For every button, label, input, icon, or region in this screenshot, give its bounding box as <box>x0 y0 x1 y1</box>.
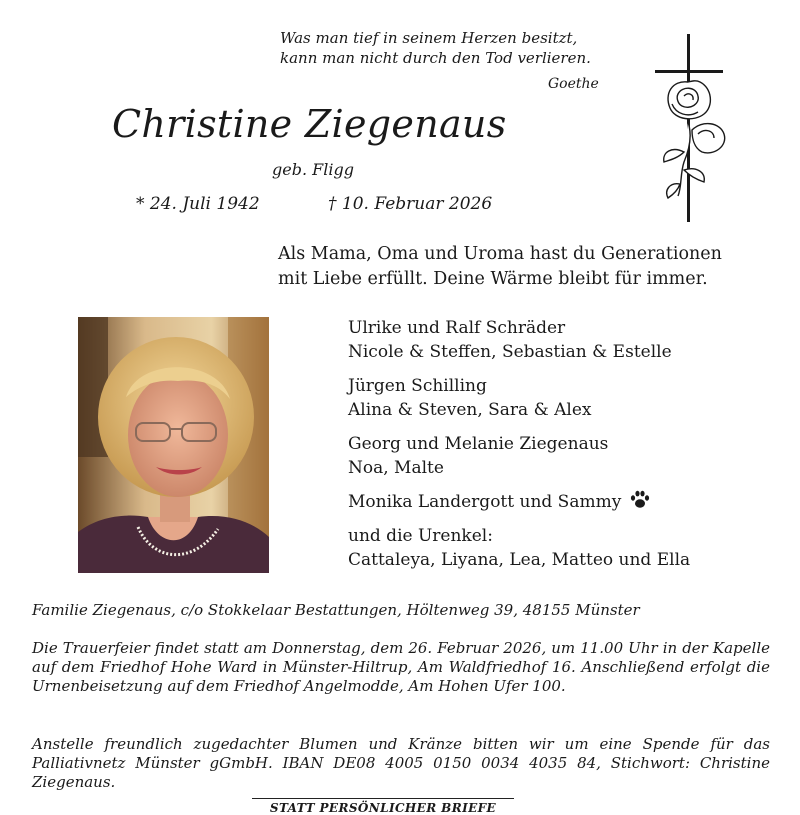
mourner-group <box>348 524 690 572</box>
mourner-group <box>348 374 690 422</box>
mourner-line: Jürgen Schilling <box>348 376 487 396</box>
mourner-group <box>348 316 690 364</box>
mourner-line: Ulrike und Ralf Schräder <box>348 318 566 338</box>
footer-label: STATT PERSÖNLICHER BRIEFE <box>252 798 514 814</box>
birth-date: * 24. Juli 1942 <box>136 194 260 214</box>
mourner-line: und die Urenkel: <box>348 526 493 546</box>
quote-line: Was man tief in seinem Herzen besitzt, <box>280 29 578 47</box>
donation-info: Anstelle freundlich zugedachter Blumen und Kränze bitten wir um eine Spende für das Palliativnetz Münster gGmbH. IBAN DE08 4005 0150 0034 4035 84, Stichwort: Christine Ziegenaus. <box>32 735 770 791</box>
quote-line: kann man nicht durch den Tod verlieren. <box>280 49 591 67</box>
quote <box>280 28 591 68</box>
mourner-line: Cattaleya, Liyana, Lea, Matteo und Ella <box>348 550 691 570</box>
quote-author: Goethe <box>548 76 599 92</box>
mourner-line: Alina & Steven, Sara & Alex <box>348 400 592 420</box>
tribute-text <box>278 242 722 292</box>
death-date: † 10. Februar 2026 <box>328 194 493 214</box>
maiden-name: geb. Fligg <box>272 160 354 179</box>
mourner-line: Noa, Malte <box>348 458 444 478</box>
cross-with-rose-icon <box>648 34 738 222</box>
mourner-line: Monika Landergott und Sammy <box>348 492 622 512</box>
mourners-list <box>348 316 690 582</box>
tribute-line: Als Mama, Oma und Uroma hast du Generationen <box>278 244 722 264</box>
tribute-line: mit Liebe erfüllt. Deine Wärme bleibt für immer. <box>278 269 708 289</box>
funeral-info: Die Trauerfeier findet statt am Donnerstag, dem 26. Februar 2026, um 11.00 Uhr in der Kapelle auf dem Friedhof Hohe Ward in Münster-Hiltrup, Am Waldfriedhof 16. Anschließend erfolgt die Urnenbeisetzung auf dem Friedhof Angelmodde, Am Hohen Ufer 100. <box>32 639 770 695</box>
deceased-name: Christine Ziegenaus <box>112 102 507 146</box>
mourner-group <box>348 490 690 514</box>
mourner-line-with-pet <box>348 490 690 514</box>
mourner-line: Nicole & Steffen, Sebastian & Estelle <box>348 342 672 362</box>
family-address: Familie Ziegenaus, c/o Stokkelaar Bestattungen, Höltenweg 39, 48155 Münster <box>32 601 640 619</box>
portrait-photo <box>78 317 269 573</box>
mourner-line: Georg und Melanie Ziegenaus <box>348 434 609 454</box>
paw-print-icon <box>629 490 651 510</box>
mourner-group <box>348 432 690 480</box>
